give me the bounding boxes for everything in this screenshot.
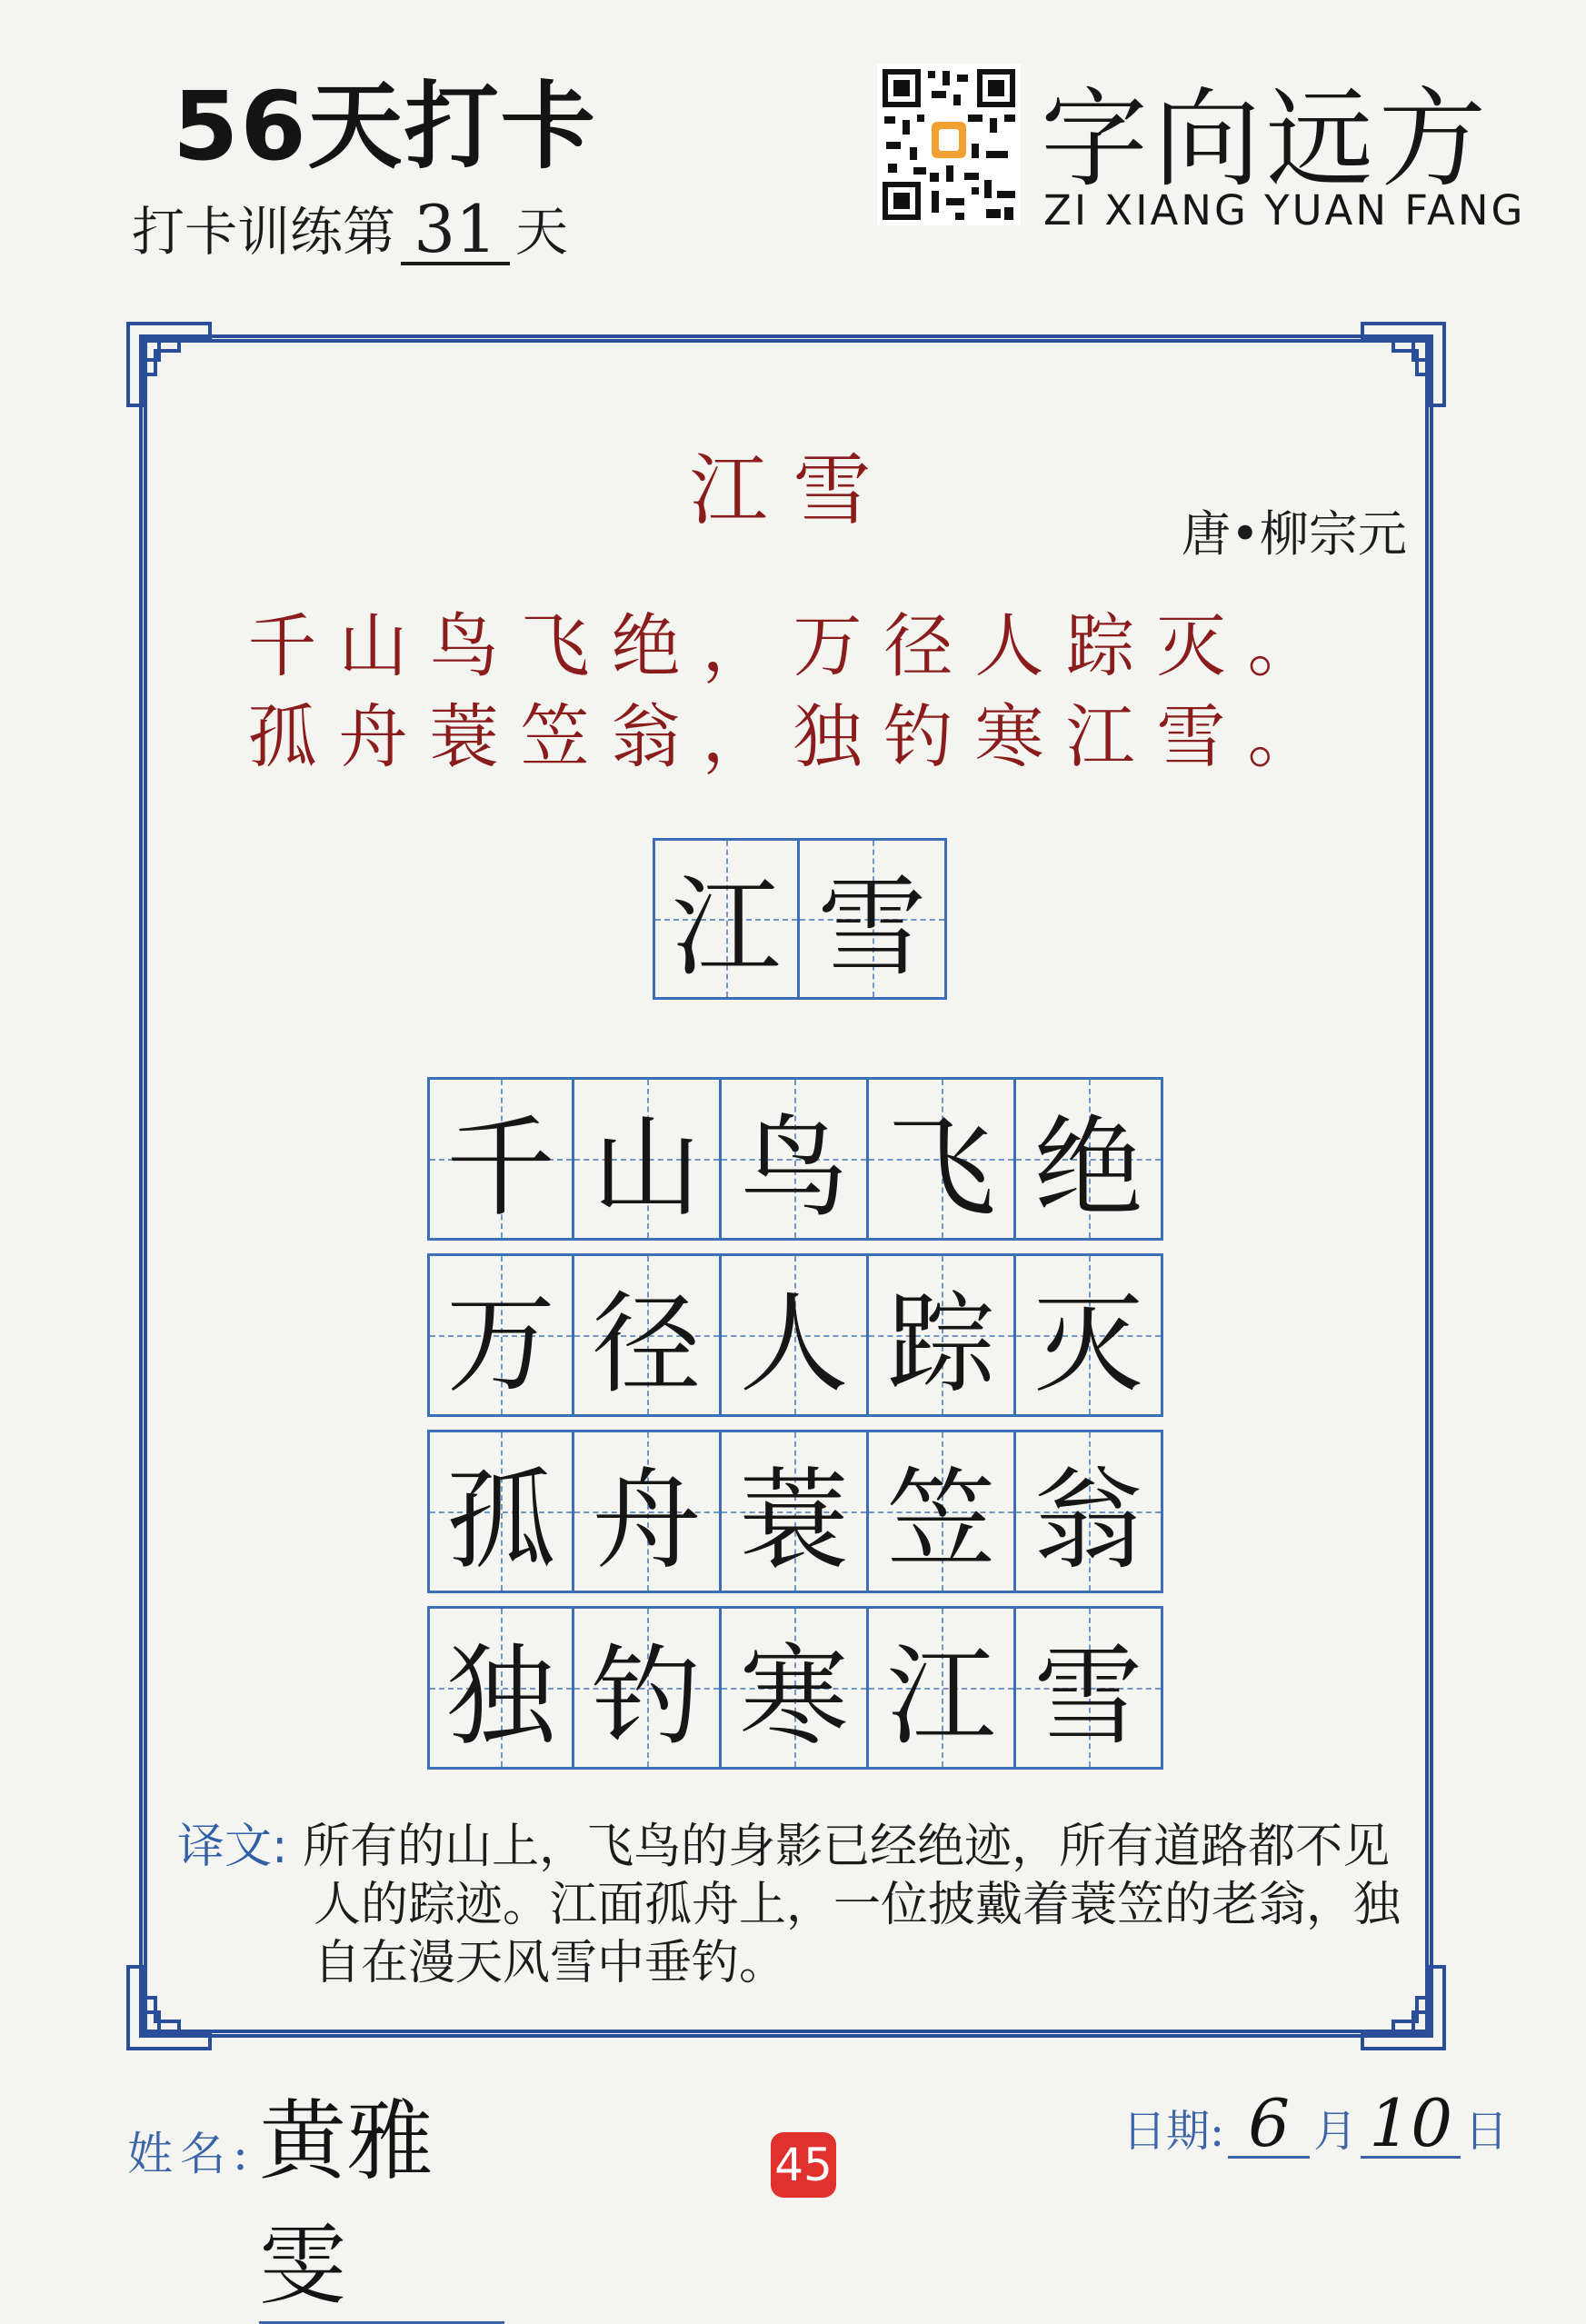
grid-row xyxy=(427,1253,1163,1417)
cell-char: 孤 xyxy=(446,1458,555,1584)
cell-char: 千 xyxy=(446,1105,555,1232)
practice-cell[interactable] xyxy=(722,1430,869,1593)
poem-line: 千山鸟飞绝，万径人踪灭。 xyxy=(247,605,1339,686)
name-label: 姓名: xyxy=(127,2128,255,2180)
grid-row xyxy=(427,1430,1163,1593)
practice-cell[interactable] xyxy=(427,1430,574,1593)
translation-label: 译文: xyxy=(177,1820,288,1874)
grid-row xyxy=(427,1077,1163,1241)
title-practice-grid xyxy=(653,838,947,1000)
cell-char: 雪 xyxy=(1033,1634,1143,1760)
grid-row xyxy=(427,1606,1163,1770)
cell-char: 径 xyxy=(592,1282,702,1408)
cell-char: 雪 xyxy=(817,865,927,992)
practice-cell[interactable] xyxy=(427,1077,574,1241)
translation-block xyxy=(177,1818,1404,1992)
poem-practice-grid xyxy=(427,1077,1163,1782)
practice-cell[interactable] xyxy=(574,1430,722,1593)
practice-cell[interactable] xyxy=(869,1077,1016,1241)
day-field[interactable]: 10 xyxy=(1361,2090,1461,2159)
cell-char: 踪 xyxy=(886,1282,996,1408)
page-heading: 56天打卡 xyxy=(173,71,597,182)
checkin-suffix: 天 xyxy=(515,201,569,263)
page-number-badge: 45 xyxy=(771,2132,836,2198)
practice-cell[interactable] xyxy=(574,1253,722,1417)
practice-cell[interactable] xyxy=(869,1430,1016,1593)
practice-cell[interactable] xyxy=(722,1606,869,1770)
cell-char: 灭 xyxy=(1033,1282,1143,1408)
checkin-counter xyxy=(132,189,568,265)
practice-cell[interactable] xyxy=(722,1077,869,1241)
practice-cell[interactable] xyxy=(427,1253,574,1417)
cell-char: 江 xyxy=(886,1634,996,1760)
practice-cell[interactable] xyxy=(1016,1077,1163,1241)
cell-char: 舟 xyxy=(592,1458,702,1584)
cell-char: 寒 xyxy=(739,1634,849,1760)
practice-cell[interactable] xyxy=(427,1606,574,1770)
cell-char: 鸟 xyxy=(739,1105,849,1232)
month-field[interactable]: 6 xyxy=(1228,2090,1310,2159)
cell-char: 山 xyxy=(592,1105,702,1232)
cell-char: 蓑 xyxy=(739,1458,849,1584)
poem-line: 孤舟蓑笠翁，独钓寒江雪。 xyxy=(247,696,1339,777)
translation-line: 自在漫天风雪中垂钓。 xyxy=(314,1936,787,1990)
cell-char: 飞 xyxy=(886,1105,996,1232)
translation-line: 所有的山上，飞鸟的身影已经绝迹，所有道路都不见 xyxy=(303,1820,1391,1874)
practice-cell[interactable] xyxy=(722,1253,869,1417)
poem-title: 江雪 xyxy=(689,445,897,536)
practice-cell[interactable] xyxy=(800,838,947,1000)
cell-char: 绝 xyxy=(1033,1105,1143,1232)
cell-char: 笠 xyxy=(886,1458,996,1584)
date-label: 日期: xyxy=(1122,2106,1225,2157)
practice-cell[interactable] xyxy=(574,1606,722,1770)
qr-code-icon xyxy=(877,64,1021,225)
name-field[interactable]: 黄雅雯 xyxy=(259,2072,504,2324)
checkin-prefix: 打卡训练第 xyxy=(132,201,396,263)
practice-cell[interactable] xyxy=(869,1253,1016,1417)
day-label: 日 xyxy=(1464,2106,1509,2157)
date-field-group xyxy=(1122,2085,1509,2161)
cell-char: 万 xyxy=(446,1282,555,1408)
cell-char: 翁 xyxy=(1033,1458,1143,1584)
brand-name: 字向远方 xyxy=(1041,76,1492,202)
practice-cell[interactable] xyxy=(653,838,800,1000)
practice-cell[interactable] xyxy=(1016,1253,1163,1417)
practice-cell[interactable] xyxy=(574,1077,722,1241)
cell-char: 人 xyxy=(739,1282,849,1408)
month-label: 月 xyxy=(1313,2106,1358,2157)
cell-char: 独 xyxy=(446,1634,555,1760)
cell-char: 钓 xyxy=(592,1634,702,1760)
cell-char: 江 xyxy=(672,865,781,992)
practice-cell[interactable] xyxy=(1016,1606,1163,1770)
practice-cell[interactable] xyxy=(869,1606,1016,1770)
poem-author: 唐•柳宗元 xyxy=(1182,505,1407,563)
translation-line: 人的踪迹。江面孤舟上，一位披戴着蓑笠的老翁，独 xyxy=(314,1878,1401,1932)
practice-cell[interactable] xyxy=(1016,1430,1163,1593)
brand-pinyin: ZI XIANG YUAN FANG xyxy=(1043,186,1526,234)
checkin-day-field[interactable]: 31 xyxy=(401,196,510,265)
